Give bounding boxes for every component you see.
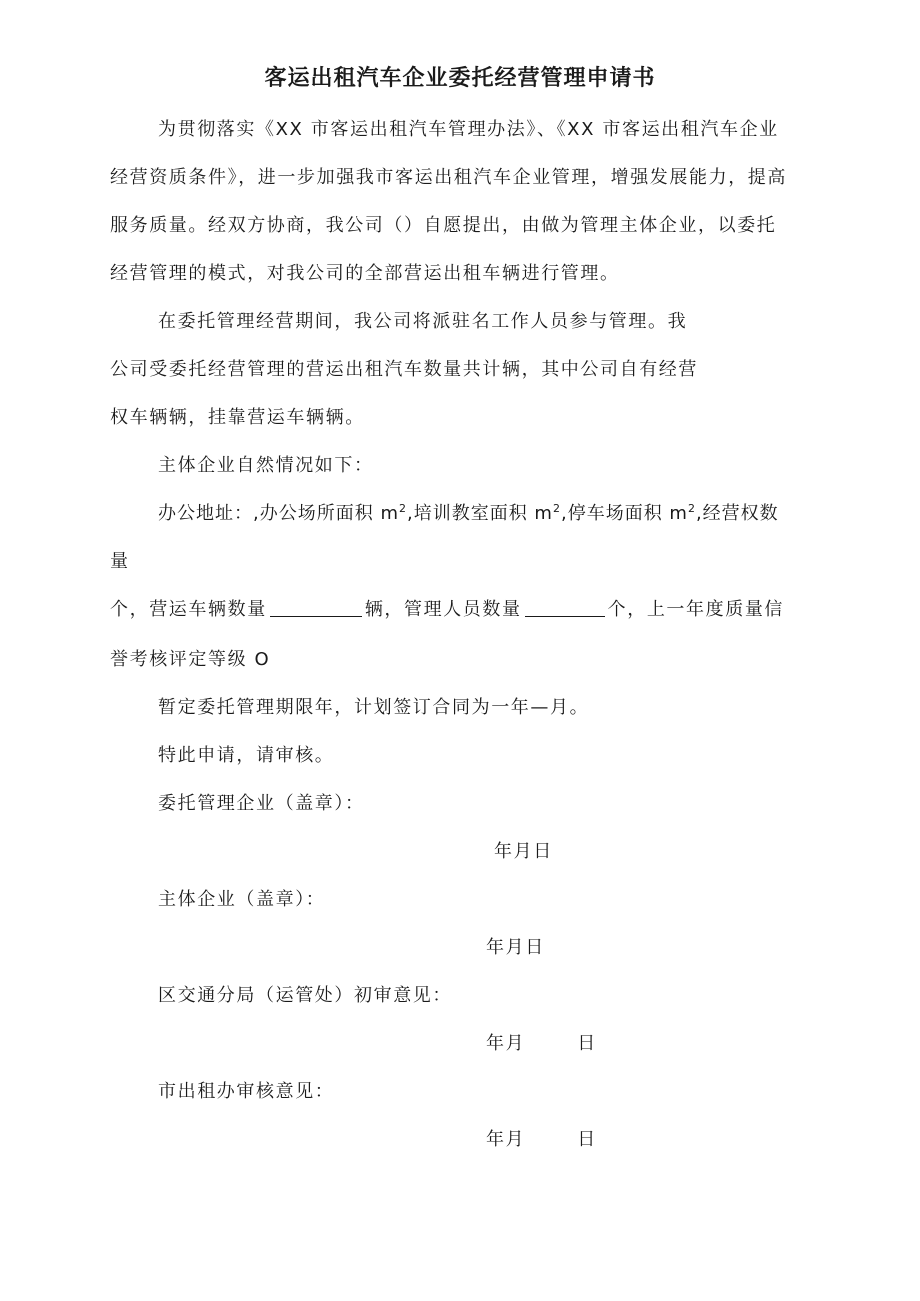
main-enterprise-date: 年月日 [486,937,545,958]
entrusting-enterprise-date: 年月日 [494,841,553,862]
city-office-review-month: 年月 [486,1129,526,1150]
parking-area: ,停车场面积 m [560,503,688,524]
paragraph-2-line-1: 在委托管理经营期间，我公司将派驻名工作人员参与管理。我 [158,311,688,332]
district-review-label: 区交通分局（运管处）初审意见： [158,985,452,1006]
city-office-review-date [486,1128,597,1152]
paragraph-6: 暂定委托管理期限年，计划签订合同为一年—月。 [158,697,590,718]
quality-rating-label: 个，上一年度质量信 [607,599,785,620]
document-title: 客运出租汽车企业委托经营管理申请书 [264,66,656,91]
district-review-date [486,1032,597,1056]
paragraph-1-line-1: 为贯彻落实《XX 市客运出租汽车管理办法》、《XX 市客运出租汽车企业 [158,119,779,140]
city-office-review-label: 市出租办审核意见： [158,1081,335,1102]
paragraph-7: 特此申请，请审核。 [158,745,335,766]
paragraph-1-line-4: 经营管理的模式，对我公司的全部营运出租车辆进行管理。 [110,263,620,284]
paragraph-5-line-1 [110,598,784,622]
paragraph-3: 主体企业自然情况如下： [158,455,374,476]
superscript: 2 [552,502,561,515]
superscript: 2 [398,502,407,515]
classroom-area: ,培训教室面积 m [406,503,553,524]
paragraph-5-line-2: 誉考核评定等级 O [110,649,271,670]
main-enterprise-seal-label: 主体企业（盖章）： [158,889,326,910]
vehicle-count-blank[interactable] [270,598,362,617]
district-review-day: 日 [577,1033,597,1054]
paragraph-2-line-3: 权车辆辆，挂靠营运车辆辆。 [110,407,365,428]
vehicle-count-label: 个，营运车辆数量 [110,599,267,620]
paragraph-4-line-1 [158,502,779,526]
office-address-area: 办公地址：,办公场所面积 m [158,503,399,524]
staff-count-label: 辆，管理人员数量 [364,599,522,620]
paragraph-1-line-2: 经营资质条件》，进一步加强我市客运出租汽车企业管理，增强发展能力，提高 [110,167,787,188]
district-review-month: 年月 [486,1033,526,1054]
superscript: 2 [687,502,696,515]
staff-count-blank[interactable] [525,598,605,617]
license-count-label: ,经营权数 [695,503,779,524]
paragraph-1-line-3: 服务质量。经双方协商，我公司（）自愿提出，由做为管理主体企业，以委托 [110,215,777,236]
paragraph-4-line-2: 量 [110,551,130,572]
city-office-review-day: 日 [577,1129,597,1150]
paragraph-2-line-2: 公司受委托经营管理的营运出租汽车数量共计辆，其中公司自有经营 [110,359,698,380]
entrusting-enterprise-seal-label: 委托管理企业（盖章）： [158,793,365,814]
